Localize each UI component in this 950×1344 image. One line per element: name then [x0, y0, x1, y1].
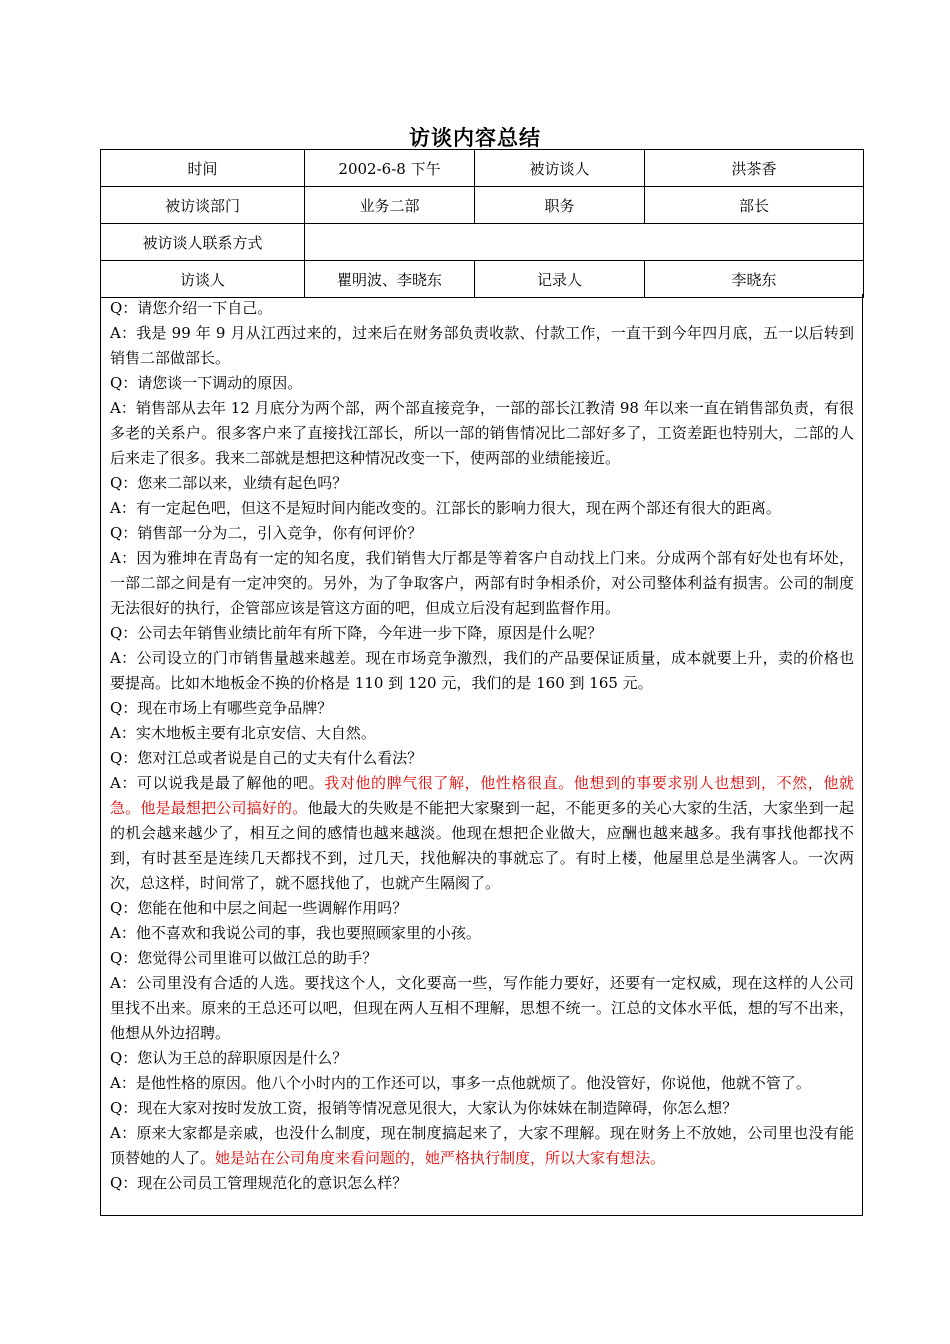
info-row-time — [101, 150, 864, 187]
info-row-contact — [101, 224, 864, 261]
info-row-interviewer — [101, 261, 864, 298]
question-line — [110, 371, 854, 396]
question-line — [110, 1171, 854, 1196]
question-line — [110, 621, 854, 646]
answer-line — [110, 546, 854, 621]
position-label: 职务 — [475, 187, 645, 224]
question-line — [110, 896, 854, 921]
qa-text: A：可以说我是最了解他的吧。 — [110, 774, 325, 792]
qa-text: 他最大的失败是不能把大家聚到一起，不能更多的关心大家的生活，大家坐到一起的机会越来越少了，相互之间的感情也越来越淡。他现在想把企业做大，应酬也越来越多。我有事找他都找不到，有时甚至是连续几天都找不到，过几天，找他解决的事就忘了。有时上楼，他屋里总是坐满客人。一次两次，总这样，时间常了，就不愿找他了，也就产生隔阂了。 — [110, 799, 854, 892]
highlighted-text: 她是站在公司角度来看问题的，她严格执行制度，所以大家有想法。 — [215, 1149, 666, 1167]
info-row-dept — [101, 187, 864, 224]
highlighted-text: 我对他的脾气很了解，他性格很直。他想到的事要求别人也想到，不然，他就急。他是最想把公司搞好的。 — [110, 774, 854, 817]
answer-line — [110, 721, 854, 746]
question-line — [110, 521, 854, 546]
answer-line — [110, 496, 854, 521]
qa-transcript — [100, 294, 863, 1216]
position-value: 部长 — [645, 187, 864, 224]
recorder-label: 记录人 — [475, 261, 645, 298]
dept-value: 业务二部 — [305, 187, 475, 224]
qa-text: Q：现在市场上有哪些竞争品牌？ — [110, 699, 333, 717]
qa-text: A：公司里没有合适的人选。要找这个人，文化要高一些，写作能力要好，还要有一定权威，现在这样的人公司里找不出来。原来的王总还可以吧，但现在两人互相不理解，思想不统一。江总的文体水平低，想的写不出来，他想从外边招聘。 — [110, 974, 854, 1042]
qa-text: Q：请您介绍一下自己。 — [110, 299, 273, 317]
question-line — [110, 696, 854, 721]
time-label: 时间 — [101, 150, 305, 187]
qa-text: Q：公司去年销售业绩比前年有所下降，今年进一步下降，原因是什么呢？ — [110, 624, 603, 642]
time-value: 2002-6-8 下午 — [305, 150, 475, 187]
qa-text: A：他不喜欢和我说公司的事，我也要照顾家里的小孩。 — [110, 924, 481, 942]
qa-text: A：公司设立的门市销售量越来越差。现在市场竞争激烈，我们的产品要保证质量，成本就要上升，卖的价格也要提高。比如木地板金不换的价格是 110 到 120 元，我们的是 160 到 165 元。 — [110, 649, 854, 692]
answer-line — [110, 321, 854, 371]
answer-line — [110, 1121, 854, 1171]
answer-line — [110, 921, 854, 946]
qa-text: A：原来大家都是亲戚，也没什么制度，现在制度搞起来了，大家不理解。现在财务上不放她，公司里也没有能顶替她的人了。 — [110, 1124, 854, 1167]
answer-line — [110, 1071, 854, 1096]
contact-value — [305, 224, 864, 261]
answer-line — [110, 771, 854, 896]
qa-text: Q：销售部一分为二，引入竞争，你有何评价？ — [110, 524, 423, 542]
question-line — [110, 296, 854, 321]
qa-text: Q：您觉得公司里谁可以做江总的助手？ — [110, 949, 378, 967]
interview-info-table — [100, 149, 864, 298]
qa-text: Q：现在公司员工管理规范化的意识怎么样？ — [110, 1174, 408, 1192]
answer-line — [110, 971, 854, 1046]
question-line — [110, 946, 854, 971]
qa-text: A：因为雅坤在青岛有一定的知名度，我们销售大厅都是等着客户自动找上门来。分成两个部有好处也有坏处，一部二部之间是有一定冲突的。另外，为了争取客户，两部有时争相杀价，对公司整体利益有损害。公司的制度无法很好的执行，企管部应该是管这方面的吧，但成立后没有起到监督作用。 — [110, 549, 854, 617]
interviewee-value: 洪茶香 — [645, 150, 864, 187]
qa-text: A：有一定起色吧，但这不是短时间内能改变的。江部长的影响力很大，现在两个部还有很大的距离。 — [110, 499, 781, 517]
qa-text: Q：请您谈一下调动的原因。 — [110, 374, 303, 392]
qa-text: Q：您对江总或者说是自己的丈夫有什么看法？ — [110, 749, 423, 767]
qa-text: Q：您来二部以来，业绩有起色吗？ — [110, 474, 348, 492]
interviewer-value: 瞿明波、李晓东 — [305, 261, 475, 298]
page-title: 访谈内容总结 — [409, 125, 541, 150]
question-line — [110, 1096, 854, 1121]
question-line — [110, 746, 854, 771]
question-line — [110, 1046, 854, 1071]
qa-text: A：销售部从去年 12 月底分为两个部，两个部直接竞争，一部的部长江教清 98 年以来一直在销售部负责，有很多老的关系户。很多客户来了直接找江部长，所以一部的销售情况比二部好多了，工资差距也特别大，二部的人后来走了很多。我来二部就是想把这种情况改变一下，使两部的业绩能接近。 — [110, 399, 854, 467]
answer-line — [110, 646, 854, 696]
question-line — [110, 471, 854, 496]
qa-text: A：实木地板主要有北京安信、大自然。 — [110, 724, 376, 742]
interviewee-label: 被访谈人 — [475, 150, 645, 187]
qa-text: A：是他性格的原因。他八个小时内的工作还可以，事多一点他就烦了。他没管好，你说他，他就不管了。 — [110, 1074, 811, 1092]
qa-text: Q：您认为王总的辞职原因是什么？ — [110, 1049, 348, 1067]
contact-label: 被访谈人联系方式 — [101, 224, 305, 261]
recorder-value: 李晓东 — [645, 261, 864, 298]
answer-line — [110, 396, 854, 471]
qa-text: Q：现在大家对按时发放工资，报销等情况意见很大，大家认为你妹妹在制造障碍，你怎么想？ — [110, 1099, 738, 1117]
dept-label: 被访谈部门 — [101, 187, 305, 224]
interviewer-label: 访谈人 — [101, 261, 305, 298]
qa-text: Q：您能在他和中层之间起一些调解作用吗？ — [110, 899, 408, 917]
qa-text: A：我是 99 年 9 月从江西过来的，过来后在财务部负责收款、付款工作，一直干到今年四月底，五一以后转到销售二部做部长。 — [110, 324, 854, 367]
